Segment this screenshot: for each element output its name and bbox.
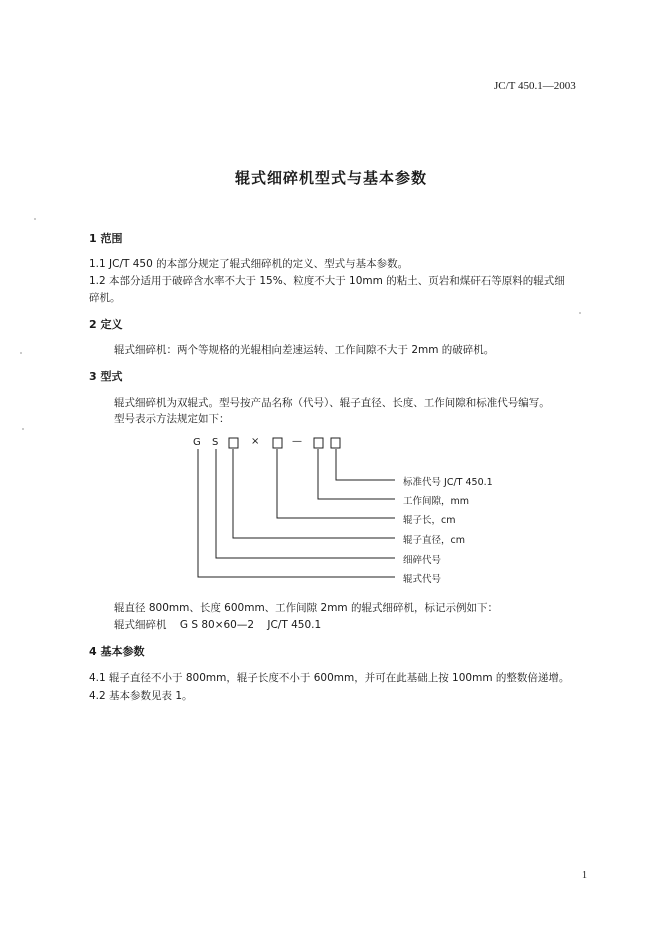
fine-leader <box>216 449 395 558</box>
definition-text: 辊式细碎机：两个等规格的光辊相向差速运转、工作间隙不大于 2mm 的破碎机。 <box>114 344 495 356</box>
label-roller-length: 辊子长，cm <box>403 515 456 526</box>
scan-speck <box>579 312 581 314</box>
label-working-gap: 工作间隙，mm <box>403 496 470 507</box>
label-roller-code: 辊式代号 <box>403 574 442 585</box>
code-letter-s: S <box>212 437 219 448</box>
label-fine-code: 细碎代号 <box>403 555 442 566</box>
clause-4-1: 4.1 辊子直径不小于 800mm，辊子长度不小于 600mm，并可在此基础上按 100mm 的整数倍递增。 <box>89 672 570 684</box>
type-text: 辊式细碎机为双辊式。型号按产品名称（代号）、辊子直径、长度、工作间隙和标准代号编写。 <box>114 397 550 409</box>
section-2-heading: 2 定义 <box>89 318 123 331</box>
length-box <box>273 438 282 448</box>
code-dash: — <box>292 436 302 447</box>
clause-1-2: 1.2 本部分适用于破碎含水率不大于 15%、粒度不大于 10mm 的粘土、页岩和煤矸石等原料的辊式细 <box>89 275 565 287</box>
code-letter-g: G <box>193 437 201 448</box>
clause-1-2-cont: 碎机。 <box>89 292 121 304</box>
page-number: 1 <box>582 870 587 881</box>
scan-speck <box>34 218 36 220</box>
section-4-heading: 4 基本参数 <box>89 645 145 658</box>
section-3-heading: 3 型式 <box>89 370 123 383</box>
clause-4-2: 4.2 基本参数见表 1。 <box>89 690 193 702</box>
gap-leader <box>318 449 395 499</box>
standard-box <box>331 438 340 448</box>
example-marking: 辊式细碎机 G S 80×60—2 JC/T 450.1 <box>114 619 322 631</box>
scan-speck <box>20 352 22 354</box>
label-standard-code: 标准代号 JC/T 450.1 <box>403 477 493 488</box>
scan-speck <box>22 428 24 430</box>
diameter-box <box>229 438 238 448</box>
diameter-leader <box>233 449 395 538</box>
model-method-text: 型号表示方法规定如下： <box>114 413 230 425</box>
standard-leader <box>336 449 395 480</box>
label-roller-diameter: 辊子直径，cm <box>403 535 465 546</box>
standard-code: JC/T 450.1—2003 <box>494 80 576 92</box>
gap-box <box>314 438 323 448</box>
example-intro: 辊直径 800mm、长度 600mm、工作间隙 2mm 的辊式细碎机，标记示例如下： <box>114 602 498 614</box>
code-times: × <box>251 436 260 447</box>
document-title: 辊式细碎机型式与基本参数 <box>234 169 427 187</box>
section-1-heading: 1 范围 <box>89 232 123 245</box>
clause-1-1: 1.1 JC/T 450 的本部分规定了辊式细碎机的定义、型式与基本参数。 <box>89 258 409 270</box>
